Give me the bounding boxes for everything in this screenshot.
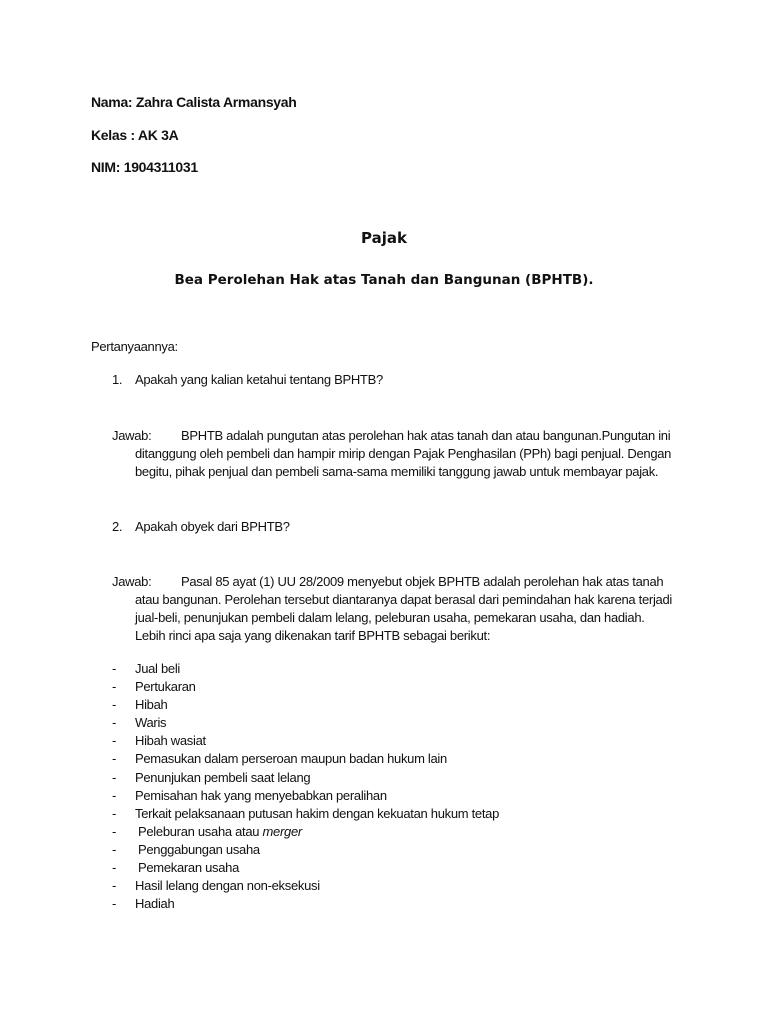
question-text: Apakah yang kalian ketahui tentang BPHTB? xyxy=(135,372,383,387)
student-name: Nama: Zahra Calista Armansyah xyxy=(91,94,297,110)
question-text: Apakah obyek dari BPHTB? xyxy=(135,519,290,534)
answer-text xyxy=(135,573,695,645)
question-number: 2. xyxy=(112,519,123,534)
document-page: Nama: Zahra Calista Armansyah Kelas : AK 3A NIM: 1904311031 Pajak Bea Perolehan Hak atas Tanah dan Bangunan (BPHTB). Pertanyaannya: 1. Apakah yang kalian ketahui tentang BPHTB? Jawab: BPHTB adalah pungutan atas perolehan hak atas tanah dan atau bangunan.Pungutan ini ditanggung oleh pembeli dan hampir mirip dengan Pajak Penghasilan (PPh) bagi penjual. Dengan begitu, pihak penjual dan pembeli sama-sama memiliki tanggung jawab untuk membayar pajak. 2. Apakah obyek dari BPHTB? Jawab: Pasal 85 ayat (1) UU 28/2009 menyebut objek BPHTB adalah perolehan hak atas tanah atau bangunan. Perolehan tersebut diantaranya dapat berasal dari pemindahan hak karena terjadi jual-beli, penunjukan pembeli dalam lelang, peleburan usaha, pemekaran usaha, dan hadiah. Lebih rinci apa saja yang dikenakan tarif BPHTB sebagai berikut: - Jual beli - Pertukaran - Hibah - Waris - Hibah wasiat - Pemasukan dalam perseroan maupun badan hukum lain - Penunjukan pembeli saat lelang - Pemisahan hak yang menyebabkan peralihan - Terkait pelaksanaan putusan hakim dengan kekuatan hukum tetap - Peleburan usaha atau merger - Penggabungan usaha - Pemekaran usaha - Hasil lelang dengan non-eksekusi - Hadiah xyxy=(0,0,768,1024)
page-title: Pajak xyxy=(361,229,407,247)
answer-line: atau bangunan. Perolehan tersebut diantaranya dapat berasal dari pemindahan hak karena terjadi xyxy=(135,592,672,607)
answer-label: Jawab: xyxy=(112,428,152,443)
answer-line: ditanggung oleh pembeli dan hampir mirip dengan Pajak Penghasilan (PPh) bagi penjual. Dengan xyxy=(135,446,672,461)
student-nim: NIM: 1904311031 xyxy=(91,159,198,175)
answer-line: BPHTB adalah pungutan atas perolehan hak atas tanah dan atau bangunan.Pungutan ini xyxy=(181,428,671,443)
answer-line: begitu, pihak penjual dan pembeli sama-sama memiliki tanggung jawab untuk membayar pajak. xyxy=(135,464,659,479)
question-number: 1. xyxy=(112,372,123,387)
answer-label: Jawab: xyxy=(112,574,152,589)
answer-line: Lebih rinci apa saja yang dikenakan tarif BPHTB sebagai berikut: xyxy=(135,628,491,643)
student-class: Kelas : AK 3A xyxy=(91,127,179,143)
intro-text: Pertanyaannya: xyxy=(91,339,178,354)
page-subtitle: Bea Perolehan Hak atas Tanah dan Bangunan (BPHTB). xyxy=(174,272,594,288)
answer-line: jual-beli, penunjukan pembeli dalam lelang, peleburan usaha, pemekaran usaha, dan hadiah. xyxy=(135,610,645,625)
italic-term: merger xyxy=(262,823,302,839)
answer-line: Pasal 85 ayat (1) UU 28/2009 menyebut objek BPHTB adalah perolehan hak atas tanah xyxy=(181,574,664,589)
answer-text xyxy=(135,427,695,481)
